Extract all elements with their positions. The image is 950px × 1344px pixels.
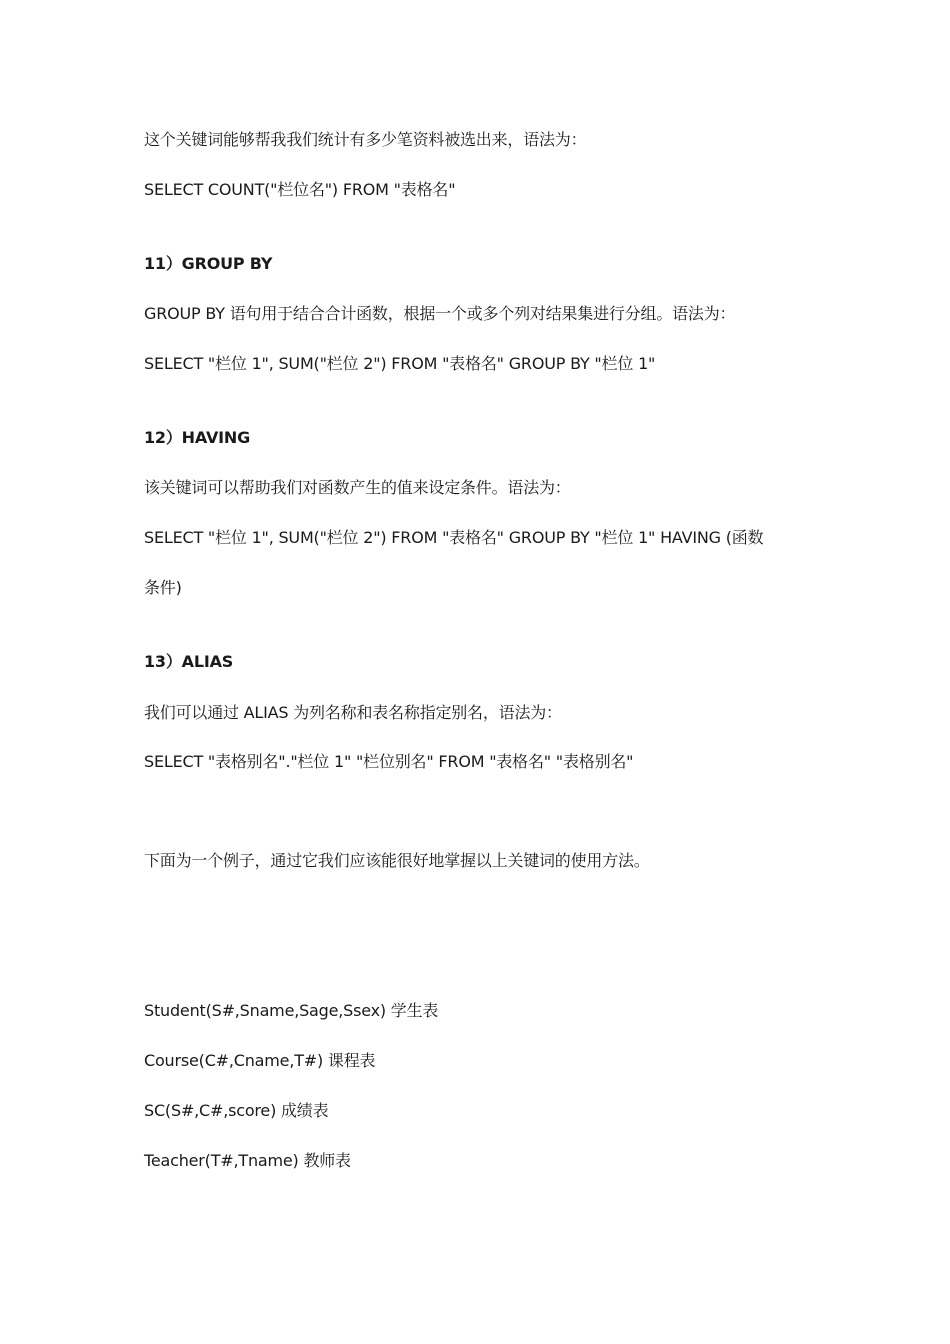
alias-description: 我们可以通过 ALIAS 为列名称和表名称指定别名，语法为： (144, 703, 562, 722)
count-intro-text: 这个关键词能够帮我我们统计有多少笔资料被选出来，语法为： (144, 130, 587, 149)
table-student: Student(S#,Sname,Sage,Ssex) 学生表 (144, 1001, 439, 1020)
section-heading-having: 12）HAVING (144, 428, 251, 447)
table-sc: SC(S#,C#,score) 成绩表 (144, 1101, 329, 1120)
table-course: Course(C#,Cname,T#) 课程表 (144, 1051, 376, 1070)
group-by-description: GROUP BY 语句用于结合合计函数，根据一个或多个列对结果集进行分组。语法为： (144, 304, 736, 323)
example-intro-text: 下面为一个例子，通过它我们应该能很好地掌握以上关键词的使用方法。 (144, 851, 650, 870)
having-description: 该关键词可以帮助我们对函数产生的值来设定条件。语法为： (144, 478, 571, 497)
count-syntax-text: SELECT COUNT("栏位名") FROM "表格名" (144, 180, 456, 199)
having-syntax-line-1: SELECT "栏位 1", SUM("栏位 2") FROM "表格名" GROUP BY "栏位 1" HAVING (函数 (144, 528, 764, 547)
alias-syntax: SELECT "表格别名"."栏位 1" "栏位别名" FROM "表格名" "表格别名" (144, 752, 634, 771)
having-syntax-line-2: 条件) (144, 578, 182, 597)
section-heading-group-by: 11）GROUP BY (144, 254, 273, 273)
table-teacher: Teacher(T#,Tname) 教师表 (144, 1151, 351, 1170)
group-by-syntax: SELECT "栏位 1", SUM("栏位 2") FROM "表格名" GROUP BY "栏位 1" (144, 354, 656, 373)
section-heading-alias: 13）ALIAS (144, 652, 234, 671)
